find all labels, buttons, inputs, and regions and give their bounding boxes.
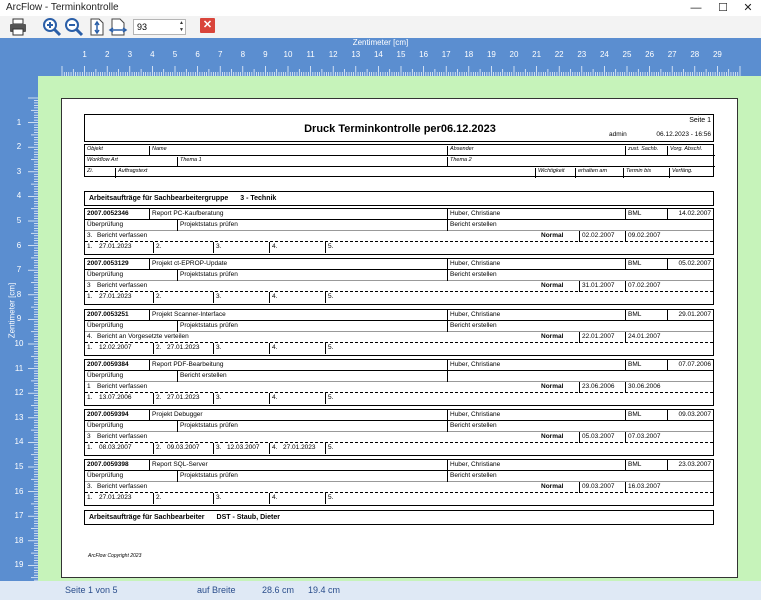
order-received: 05.03.2007: [579, 432, 625, 443]
slot-label: 3.: [213, 343, 225, 354]
order-due: 16.03.2007: [625, 482, 669, 493]
order-row-main: [85, 209, 713, 220]
zoom-value: 93: [137, 22, 148, 32]
slot-date: [281, 343, 325, 354]
order-sender: Huber, Christiane: [447, 209, 625, 220]
vertical-ruler-number: 13: [14, 412, 24, 422]
order-task-number: 3.: [87, 232, 93, 239]
order-received: 31.01.2007: [579, 281, 625, 292]
order-row-slots: [85, 393, 713, 405]
ruler-number: 22: [554, 50, 564, 59]
report-header: [84, 114, 714, 142]
report-page-number: Seite 1: [689, 117, 711, 124]
ruler-number: 8: [240, 50, 246, 59]
order-row-slots: [85, 242, 713, 254]
order-thema2: Bericht erstellen: [447, 220, 713, 231]
order-row-task: [85, 482, 713, 493]
order-thema2: [447, 371, 713, 382]
order-sender: Huber, Christiane: [447, 310, 625, 321]
vertical-ruler-number: 10: [14, 339, 24, 348]
close-icon: ✕: [202, 19, 213, 31]
vertical-ruler-number: 6: [16, 240, 22, 250]
ruler-number: 25: [622, 50, 632, 59]
order-date: 07.07.2006: [667, 360, 713, 371]
order-due: 24.01.2007: [625, 332, 669, 343]
order-code: BML: [625, 360, 667, 371]
legend-objekt: Objekt: [87, 146, 103, 152]
legend-thema1: Thema 1: [177, 157, 447, 167]
slot-label: 2.: [153, 292, 165, 303]
order-date: 14.02.2007: [667, 209, 713, 220]
ruler-ticks: [0, 62, 761, 76]
printer-icon[interactable]: [8, 17, 28, 37]
order-name: Report PDF-Bearbeitung: [149, 360, 447, 371]
horizontal-ruler: [0, 38, 761, 76]
order-block[interactable]: [84, 208, 714, 255]
order-row-workflow: [85, 371, 713, 382]
column-legend: [84, 144, 714, 177]
slot-date: [281, 493, 325, 504]
status-bar: [0, 581, 761, 600]
order-row-workflow: [85, 421, 713, 432]
ruler-number: 23: [577, 50, 587, 59]
order-task-number: 4.: [87, 333, 93, 340]
slot-label: 1.: [87, 243, 93, 250]
ruler-number: 16: [419, 50, 429, 59]
status-page: Seite 1 von 5: [65, 585, 118, 595]
slot-date: [225, 292, 269, 303]
ruler-number: 9: [263, 50, 268, 59]
vertical-ruler-number: 18: [14, 535, 24, 545]
order-task-number: 3: [87, 433, 91, 440]
order-workflow: Überprüfung: [87, 271, 124, 278]
order-thema1: Bericht erstellen: [177, 371, 447, 382]
order-task: Bericht verfassen: [97, 383, 148, 390]
slot-label: 5.: [325, 343, 355, 354]
ruler-number: 21: [532, 50, 542, 59]
report-datetime: 06.12.2023 - 16:56: [656, 131, 711, 138]
group-header-user: [84, 510, 714, 525]
vertical-ruler-number: 15: [14, 462, 24, 471]
order-priority: Normal: [541, 282, 564, 289]
order-thema2: Bericht erstellen: [447, 471, 713, 482]
order-block[interactable]: [84, 359, 714, 406]
maximize-icon[interactable]: ☐: [718, 2, 728, 14]
zoom-input[interactable]: [133, 19, 186, 35]
order-row-workflow: [85, 220, 713, 231]
order-id: 2007.0052346: [87, 210, 129, 217]
vertical-ruler-number: 1: [16, 117, 22, 127]
order-workflow: Überprüfung: [87, 322, 124, 329]
slot-date: [165, 493, 213, 504]
slot-date: 27.01.2023: [99, 293, 132, 300]
legend-absender: Absender: [447, 146, 625, 156]
order-row-task: [85, 382, 713, 393]
order-received: 02.02.2007: [579, 231, 625, 242]
vertical-ruler-ticks: [0, 76, 38, 581]
slot-label: 3.: [213, 493, 225, 504]
ruler-number: 4: [150, 50, 155, 59]
legend-vorg: Vorg. Abschl.: [667, 146, 713, 156]
vertical-ruler-caption: Zentimeter [cm]: [7, 282, 17, 339]
order-date: 09.03.2007: [667, 410, 713, 421]
slot-label: 3.: [213, 242, 225, 253]
legend-termin: Termin bis: [623, 168, 669, 178]
slot-date: 27.01.2023: [167, 394, 200, 401]
slot-label: 5.: [325, 242, 355, 253]
order-id: 2007.0053129: [87, 260, 129, 267]
slot-date: 09.03.2007: [167, 444, 200, 451]
order-row-main: [85, 460, 713, 471]
legend-thema2: Thema 2: [447, 157, 713, 167]
legend-zust: zust. Sachb.: [625, 146, 667, 156]
order-task: Bericht verfassen: [97, 282, 148, 289]
ruler-number: 7: [217, 50, 223, 59]
group-label: Arbeitsaufträge für Sachbearbeitergruppe: [89, 195, 229, 202]
order-id: 2007.0059398: [87, 461, 129, 468]
order-row-slots: [85, 292, 713, 304]
slot-label: 1.: [87, 494, 93, 501]
group2-value: DST - Staub, Dieter: [216, 514, 280, 521]
order-task: Bericht an Vorgesetzte verteilen: [97, 333, 189, 340]
slot-date: 08.03.2007: [99, 444, 132, 451]
vertical-ruler-number: 8: [16, 289, 22, 299]
order-row-slots: [85, 343, 713, 355]
order-priority: Normal: [541, 232, 564, 239]
legend-workflow: Workflow Art: [87, 157, 118, 163]
order-task-number: 1: [87, 383, 91, 390]
ruler-number: 29: [712, 50, 722, 59]
vertical-ruler-number: 3: [16, 166, 22, 176]
group-value: 3 - Technik: [240, 195, 277, 202]
vertical-ruler-number: 19: [14, 560, 24, 570]
slot-date: 27.01.2023: [99, 243, 132, 250]
slot-date: 13.07.2006: [99, 394, 132, 401]
slot-label: 4.: [269, 443, 281, 454]
ruler-number: 10: [283, 50, 293, 59]
order-id: 2007.0053251: [87, 311, 129, 318]
slot-label: 2.: [153, 443, 165, 454]
ruler-number: 6: [195, 50, 200, 59]
slot-label: 2.: [153, 242, 165, 253]
ruler-number: 18: [464, 50, 474, 59]
group2-label: Arbeitsaufträge für Sachbearbeiter: [89, 514, 205, 521]
order-name: Report PC-Kaufberatung: [149, 209, 447, 220]
order-row-main: [85, 310, 713, 321]
order-block[interactable]: [84, 459, 714, 506]
order-sender: Huber, Christiane: [447, 410, 625, 421]
ruler-number: 15: [396, 50, 406, 59]
order-priority: Normal: [541, 483, 564, 490]
order-name: Projekt Debugger: [149, 410, 447, 421]
order-due: 30.06.2006: [625, 382, 669, 393]
vertical-ruler-number: 9: [16, 314, 22, 324]
slot-label: 5.: [325, 393, 355, 404]
slot-date: [225, 343, 269, 354]
order-thema1: Projektstatus prüfen: [177, 471, 447, 482]
slot-date: [225, 393, 269, 404]
order-received: 09.03.2007: [579, 482, 625, 493]
group-header-team: [84, 191, 714, 206]
order-row-task: [85, 231, 713, 242]
order-row-main: [85, 259, 713, 270]
slot-label: 4.: [269, 292, 281, 303]
order-block[interactable]: [84, 258, 714, 305]
order-sender: Huber, Christiane: [447, 460, 625, 471]
title-bar: [0, 0, 761, 16]
slot-label: 1.: [87, 394, 93, 401]
zoom-spinner-icon[interactable]: ▲ ▼: [179, 20, 184, 33]
slot-label: 1.: [87, 344, 93, 351]
ruler-number: 24: [599, 50, 609, 59]
fit-width-icon[interactable]: [108, 17, 128, 37]
report-user: admin: [609, 131, 627, 138]
slot-label: 5.: [325, 443, 355, 454]
order-code: BML: [625, 310, 667, 321]
vertical-ruler-number: 2: [16, 142, 22, 152]
window-title: ArcFlow - Terminkontrolle: [6, 2, 119, 13]
order-workflow: Überprüfung: [87, 422, 124, 429]
order-task: Bericht verfassen: [97, 483, 148, 490]
slot-label: 4.: [269, 343, 281, 354]
order-received: 22.01.2007: [579, 332, 625, 343]
zoom-in-icon[interactable]: [42, 17, 62, 37]
order-row-main: [85, 360, 713, 371]
ruler-number: 13: [351, 50, 361, 59]
order-row-slots: [85, 443, 713, 455]
slot-label: 3.: [213, 292, 225, 303]
ruler-number: 26: [645, 50, 655, 59]
order-priority: Normal: [541, 433, 564, 440]
slot-label: 3.: [213, 443, 225, 454]
vertical-ruler: [0, 76, 38, 581]
order-row-workflow: [85, 321, 713, 332]
ruler-number: 1: [82, 50, 87, 59]
order-sender: Huber, Christiane: [447, 360, 625, 371]
ruler-number: 19: [486, 50, 496, 59]
slot-date: 12.02.2007: [99, 344, 132, 351]
slot-label: 2.: [153, 493, 165, 504]
order-thema1: Projektstatus prüfen: [177, 220, 447, 231]
order-row-slots: [85, 493, 713, 505]
slot-date: [281, 292, 325, 303]
order-thema2: Bericht erstellen: [447, 321, 713, 332]
legend-auftragstext: Auftragstext: [115, 168, 535, 178]
report-title: Druck Terminkontrolle per06.12.2023: [304, 123, 496, 135]
order-priority: Normal: [541, 333, 564, 340]
order-received: 23.06.2006: [579, 382, 625, 393]
order-task: Bericht verfassen: [97, 232, 148, 239]
slot-date: [225, 242, 269, 253]
slot-label: 5.: [325, 493, 355, 504]
status-width: 28.6 cm: [262, 585, 295, 595]
vertical-ruler-number: 16: [14, 486, 24, 496]
vertical-ruler-number: 5: [16, 216, 22, 225]
order-code: BML: [625, 259, 667, 270]
ruler-number: 27: [667, 50, 677, 59]
order-code: BML: [625, 410, 667, 421]
order-row-task: [85, 432, 713, 443]
vertical-ruler-number: 12: [14, 388, 24, 398]
order-due: 09.02.2007: [625, 231, 669, 242]
slot-label: 3.: [213, 393, 225, 404]
legend-name: Name: [149, 146, 447, 156]
order-sender: Huber, Christiane: [447, 259, 625, 270]
zoom-out-icon[interactable]: [64, 17, 84, 37]
order-task: Bericht verfassen: [97, 433, 148, 440]
legend-zi: Zi.: [87, 168, 94, 174]
order-priority: Normal: [541, 383, 564, 390]
vertical-ruler-number: 7: [16, 265, 22, 275]
toolbar: [0, 16, 761, 38]
ruler-number: 28: [690, 50, 700, 59]
copyright: ArcFlow Copyright 2023: [88, 553, 142, 559]
slot-date: 27.01.2023: [167, 344, 200, 351]
window-close-icon[interactable]: ✕: [743, 2, 753, 14]
order-due: 07.02.2007: [625, 281, 669, 292]
slot-date: 27.01.2023: [283, 444, 316, 451]
status-height: 19.4 cm: [308, 585, 341, 595]
order-block[interactable]: [84, 409, 714, 456]
order-date: 05.02.2007: [667, 259, 713, 270]
slot-date: 27.01.2023: [99, 494, 132, 501]
order-due: 07.03.2007: [625, 432, 669, 443]
slot-label: 1.: [87, 444, 93, 451]
vertical-ruler-number: 4: [16, 191, 22, 201]
ruler-number: 14: [373, 50, 383, 59]
slot-date: [165, 242, 213, 253]
slot-label: 5.: [325, 292, 355, 303]
legend-erhalten: erhalten am: [575, 168, 623, 178]
legend-wichtigkeit: Wichtigkeit: [535, 168, 575, 178]
order-workflow: Überprüfung: [87, 372, 124, 379]
order-date: 29.01.2007: [667, 310, 713, 321]
order-row-main: [85, 410, 713, 421]
order-task-number: 3: [87, 282, 91, 289]
ruler-caption: Zentimeter [cm]: [352, 38, 409, 47]
ruler-number: 2: [104, 50, 110, 59]
order-row-task: [85, 281, 713, 292]
slot-label: 4.: [269, 393, 281, 404]
status-fit: auf Breite: [197, 585, 236, 595]
close-preview-button[interactable]: [200, 18, 215, 33]
ruler-number: 5: [172, 50, 178, 59]
ruler-number: 12: [328, 50, 338, 59]
order-date: 23.03.2007: [667, 460, 713, 471]
slot-label: 2.: [153, 343, 165, 354]
ruler-number: 3: [127, 50, 133, 59]
slot-date: 12.03.2007: [227, 444, 260, 451]
ruler-number: 17: [441, 50, 451, 59]
order-thema2: Bericht erstellen: [447, 270, 713, 281]
order-code: BML: [625, 209, 667, 220]
ruler-numbers: [0, 50, 761, 62]
vertical-ruler-number: 11: [14, 363, 24, 373]
order-workflow: Überprüfung: [87, 472, 124, 479]
slot-label: 2.: [153, 393, 165, 404]
order-row-task: [85, 332, 713, 343]
order-thema1: Projektstatus prüfen: [177, 270, 447, 281]
order-code: BML: [625, 460, 667, 471]
order-workflow: Überprüfung: [87, 221, 124, 228]
ruler-number: 20: [509, 50, 519, 59]
order-id: 2007.0059394: [87, 411, 129, 418]
order-task-number: 3.: [87, 483, 93, 490]
ruler-number: 11: [306, 50, 315, 59]
order-block[interactable]: [84, 309, 714, 356]
order-thema1: Projektstatus prüfen: [177, 421, 447, 432]
slot-label: 4.: [269, 242, 281, 253]
order-thema2: Bericht erstellen: [447, 421, 713, 432]
order-row-workflow: [85, 270, 713, 281]
order-thema1: Projektstatus prüfen: [177, 321, 447, 332]
slot-date: [281, 242, 325, 253]
slot-date: [225, 493, 269, 504]
order-name: Report SQL-Server: [149, 460, 447, 471]
minimize-icon[interactable]: —: [690, 2, 702, 14]
order-name: Projekt ct-EPROP-Update: [149, 259, 447, 270]
legend-verfang: Verfäng.: [669, 168, 713, 178]
order-id: 2007.0059384: [87, 361, 129, 368]
slot-date: [281, 393, 325, 404]
fit-page-icon[interactable]: [87, 17, 107, 37]
slot-date: [165, 292, 213, 303]
order-name: Projekt Scanner-Interface: [149, 310, 447, 321]
vertical-ruler-number: 17: [14, 511, 24, 521]
slot-label: 4.: [269, 493, 281, 504]
order-row-workflow: [85, 471, 713, 482]
slot-label: 1.: [87, 293, 93, 300]
vertical-ruler-number: 14: [14, 437, 24, 447]
